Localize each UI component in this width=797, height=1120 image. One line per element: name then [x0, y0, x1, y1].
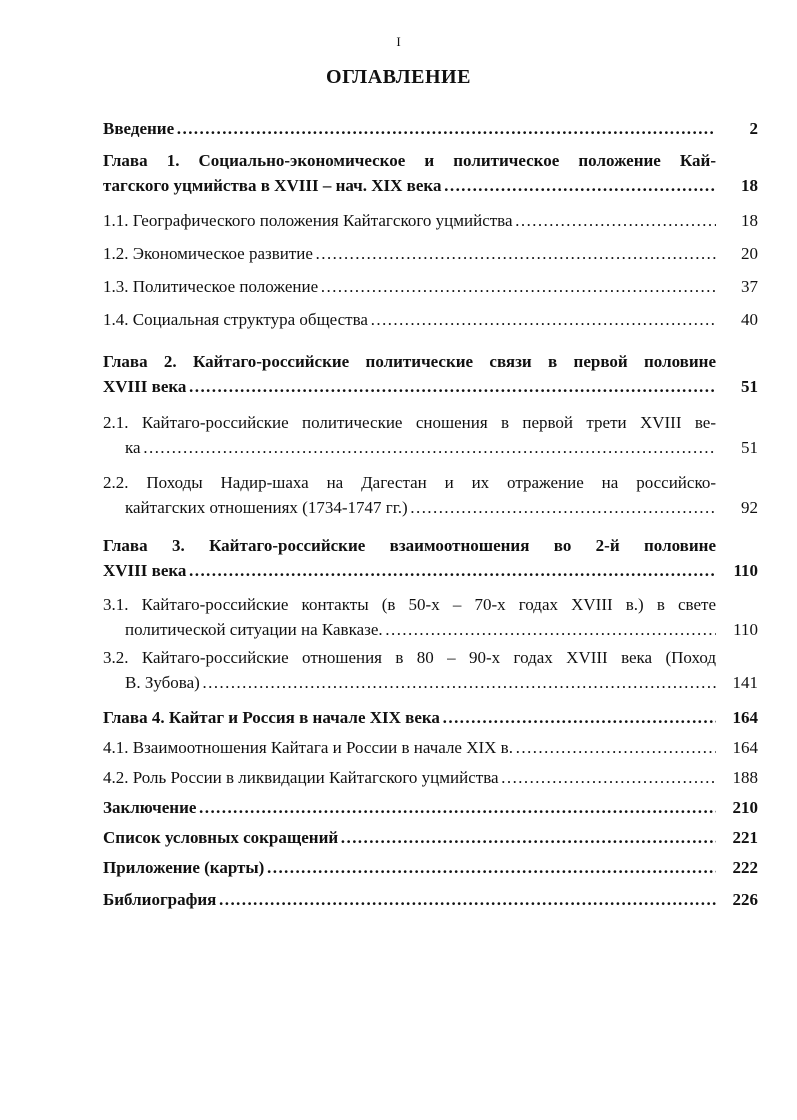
toc-entry-title: XVIII века	[103, 377, 187, 396]
toc-entry-page: 110	[733, 620, 758, 639]
toc-entry-page: 18	[741, 176, 758, 195]
toc-entry-title: 1.1. Географического положения Кайтагского уцмийства	[103, 211, 513, 230]
toc-entry	[103, 705, 758, 730]
toc-entry-title: Заключение	[103, 798, 197, 817]
toc-entry-title: Библиография	[103, 890, 217, 909]
toc-entry-page: 141	[732, 673, 758, 692]
toc-entry	[103, 470, 758, 520]
toc-entry	[103, 116, 758, 141]
toc-entry-title: 2.2. Походы Надир-шаха на Дагестан и их отражение на российско-	[103, 473, 716, 492]
toc-entry	[103, 795, 758, 820]
toc-entry-page: 51	[741, 438, 758, 457]
toc-entry-title: 4.2. Роль России в ликвидации Кайтагского уцмийства	[103, 768, 499, 787]
toc-entry-page: 20	[741, 244, 758, 263]
toc-entry	[103, 410, 758, 460]
toc-entry-page: 226	[732, 890, 758, 909]
toc-entry-page: 110	[733, 561, 758, 580]
toc-entry-page: 188	[732, 768, 758, 787]
toc-entry	[103, 855, 758, 880]
toc-entry-title: XVIII века	[103, 561, 187, 580]
toc-entry-page: 164	[732, 738, 758, 757]
toc-entry-title: Глава 1. Социально-экономическое и политическое положение Кай-	[103, 151, 716, 170]
toc-entry-title: Приложение (карты)	[103, 858, 265, 877]
toc-entry-page: 40	[741, 310, 758, 329]
dot-leader	[198, 795, 716, 820]
dot-leader	[340, 825, 716, 850]
toc-entry	[103, 349, 758, 399]
toc-entry-page: 221	[732, 828, 758, 847]
dot-leader	[385, 617, 716, 642]
toc-entry-title: ка	[125, 438, 141, 457]
toc-entry	[103, 307, 758, 332]
toc-entry-title: Введение	[103, 119, 175, 138]
dot-leader	[501, 765, 716, 790]
dot-leader	[320, 274, 716, 299]
toc-entry	[103, 148, 758, 198]
toc-entry	[103, 208, 758, 233]
toc-entry-title: Глава 2. Кайтаго-российские политические связи в первой половине	[103, 352, 716, 371]
toc-entry	[103, 825, 758, 850]
dot-leader	[143, 435, 716, 460]
toc-entry-title: политической ситуации на Кавказе.	[125, 620, 383, 639]
dot-leader	[176, 116, 716, 141]
toc-entry	[103, 645, 758, 695]
toc-entry-title: тагского уцмийства в XVIII – нач. XIX века	[103, 176, 442, 195]
toc-entry-title: Глава 3. Кайтаго-российские взаимоотношения во 2-й половине	[103, 536, 716, 555]
toc-entry-title: кайтагских отношениях (1734-1747 гг.)	[125, 498, 408, 517]
dot-leader	[188, 558, 716, 583]
toc-entry	[103, 241, 758, 266]
dot-leader	[315, 241, 716, 266]
toc-entry-page: 37	[741, 277, 758, 296]
toc-entry	[103, 887, 758, 912]
dot-leader	[202, 670, 716, 695]
toc-entry-page: 222	[732, 858, 758, 877]
dot-leader	[443, 173, 716, 198]
toc-entry	[103, 765, 758, 790]
toc-entry-title: 1.2. Экономическое развитие	[103, 244, 313, 263]
toc-entry-page: 210	[732, 798, 758, 817]
toc-entry-page: 18	[741, 211, 758, 230]
toc-entry	[103, 533, 758, 583]
toc-entry	[103, 592, 758, 642]
toc-entry-page: 164	[732, 708, 758, 727]
toc-entry-page: 92	[741, 498, 758, 517]
toc-entry-title: 3.2. Кайтаго-российские отношения в 80 – 90-х годах XVIII века (Поход	[103, 648, 716, 667]
toc-entry-title: 4.1. Взаимоотношения Кайтага и России в начале XIX в.	[103, 738, 513, 757]
dot-leader	[442, 705, 716, 730]
toc-entry	[103, 274, 758, 299]
toc-entry-page: 2	[749, 119, 758, 138]
toc-entry-title: 3.1. Кайтаго-российские контакты (в 50-х – 70-х годах XVIII в.) в свете	[103, 595, 716, 614]
toc-entry-title: Список условных сокращений	[103, 828, 339, 847]
toc-entry-title: 1.4. Социальная структура общества	[103, 310, 368, 329]
page-number: I	[396, 34, 401, 49]
toc-entry-title: 2.1. Кайтаго-российские политические сношения в первой трети XVIII ве-	[103, 413, 716, 432]
toc-entry	[103, 735, 758, 760]
dot-leader	[515, 208, 716, 233]
toc-entry-title: В. Зубова)	[125, 673, 200, 692]
toc-entry-page: 51	[741, 377, 758, 396]
page-title: ОГЛАВЛЕНИЕ	[326, 66, 471, 88]
dot-leader	[218, 887, 716, 912]
toc-entry-title: Глава 4. Кайтаг и Россия в начале XIX века	[103, 708, 440, 727]
dot-leader	[370, 307, 716, 332]
dot-leader	[410, 495, 716, 520]
dot-leader	[188, 374, 716, 399]
dot-leader	[515, 735, 716, 760]
dot-leader	[266, 855, 716, 880]
toc-entry-title: 1.3. Политическое положение	[103, 277, 319, 296]
